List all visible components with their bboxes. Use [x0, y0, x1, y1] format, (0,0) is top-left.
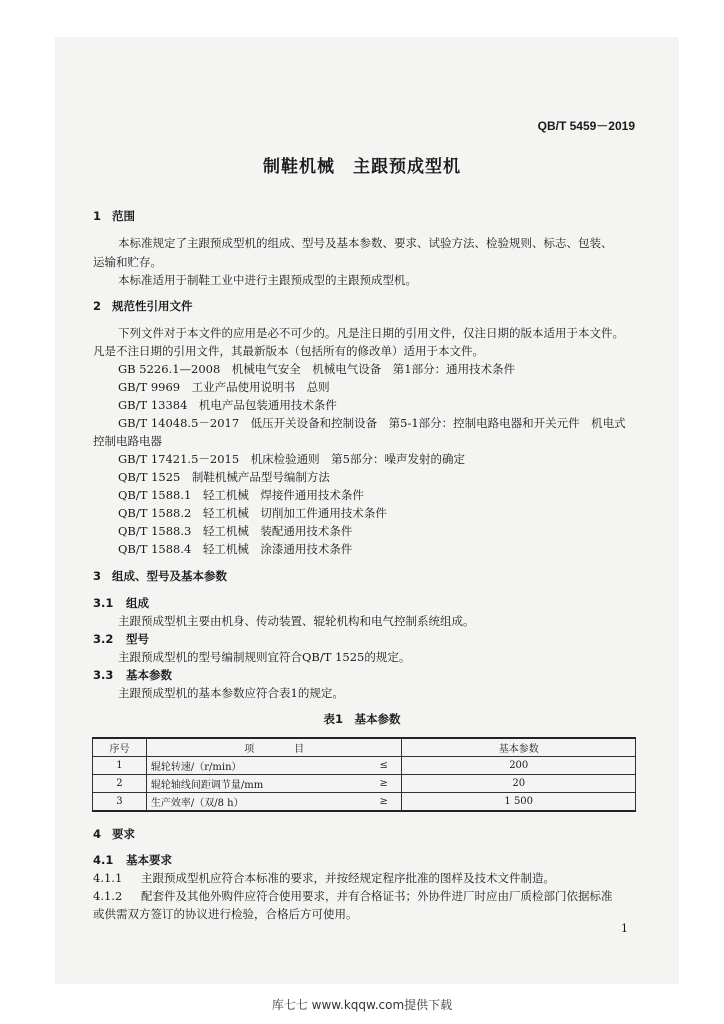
download-source-footer: 库七七 www.kqqw.com提供下载: [271, 998, 453, 1012]
section-1-paragraph-1b: 运输和贮存。: [93, 255, 162, 269]
reference-item: GB/T 13384 机电产品包装通用技术条件: [118, 398, 337, 412]
reference-item: QB/T 1588.3 轻工机械 装配通用技术条件: [118, 524, 353, 538]
section-3-number: 3: [93, 569, 102, 583]
clause-4-1-2-text-b: 或供需双方签订的协议进行检验，合格后方可使用。: [93, 907, 358, 921]
table-row: [93, 793, 636, 812]
table-row: [93, 757, 636, 775]
row-item: 辊轮转速/（r/min）: [146, 757, 366, 775]
document-title: 制鞋机械 主跟预成型机: [263, 157, 461, 177]
section-4-number: 4: [93, 827, 102, 841]
table-row: [93, 775, 636, 793]
section-4-1-number: 4.1: [93, 853, 114, 867]
basic-parameters-table: [92, 737, 636, 812]
section-3-3-number: 3.3: [93, 668, 114, 682]
table-caption: 表1 基本参数: [323, 712, 401, 726]
row-item: 辊轮轴线间距调节量/mm: [146, 775, 366, 793]
section-3-1-text: 主跟预成型机主要由机身、传动装置、辊轮机构和电气控制系统组成。: [118, 614, 475, 628]
clause-4-1-1-text: 主跟预成型机应符合本标准的要求，并按经规定程序批准的图样及技术文件制造。: [141, 871, 555, 885]
section-3-1-number: 3.1: [93, 596, 114, 610]
section-1-number: 1: [93, 209, 102, 223]
row-value: 20: [402, 775, 636, 793]
section-2-paragraph-a: 下列文件对于本文件的应用是必不可少的。凡是注日期的引用文件，仅注日期的版本适用于本文件。: [118, 326, 624, 340]
section-2-paragraph-b: 凡是不注日期的引用文件，其最新版本（包括所有的修改单）适用于本文件。: [93, 344, 484, 358]
row-no: 2: [93, 775, 147, 793]
reference-item: GB/T 17421.5－2015 机床检验通则 第5部分：噪声发射的确定: [118, 452, 465, 466]
row-operator: ≥: [366, 775, 402, 793]
section-3-3-text: 主跟预成型机的基本参数应符合表1的规定。: [118, 686, 344, 700]
section-3-1-heading: 组成: [126, 596, 149, 610]
section-1-paragraph-2: 本标准适用于制鞋工业中进行主跟预成型的主跟预成型机。: [118, 273, 417, 287]
page-number: 1: [621, 922, 628, 935]
reference-item-continued: 控制电路电器: [93, 434, 162, 448]
reference-item: GB/T 9969 工业产品使用说明书 总则: [118, 380, 330, 394]
reference-item: GB/T 14048.5－2017 低压开关设备和控制设备 第5-1部分：控制电路电器和开关元件 机电式: [118, 416, 626, 430]
row-operator: ≤: [366, 757, 402, 775]
section-1-heading: 范围: [112, 209, 135, 223]
section-3-2-text: 主跟预成型机的型号编制规则宜符合QB/T 1525的规定。: [118, 650, 411, 664]
section-3-heading: 组成、型号及基本参数: [112, 569, 227, 583]
section-2-heading: 规范性引用文件: [112, 299, 193, 313]
clause-4-1-1-number: 4.1.1: [93, 871, 123, 885]
section-3-3-heading: 基本参数: [126, 668, 172, 682]
reference-item: QB/T 1588.1 轻工机械 焊接件通用技术条件: [118, 488, 364, 502]
header-item: 项 目: [146, 738, 402, 757]
section-4-1-heading: 基本要求: [126, 853, 172, 867]
section-2-number: 2: [93, 299, 102, 313]
section-3-2-heading: 型号: [126, 632, 149, 646]
row-operator: ≥: [366, 793, 402, 812]
section-3-2-number: 3.2: [93, 632, 114, 646]
row-item: 生产效率/（双/8 h）: [146, 793, 366, 812]
clause-4-1-2-text-a: 配套件及其他外购件应符合使用要求，并有合格证书；外协件进厂时应由厂质检部门依据标准: [141, 889, 613, 903]
section-4-heading: 要求: [112, 827, 135, 841]
reference-item: GB 5226.1—2008 机械电气安全 机械电气设备 第1部分：通用技术条件: [118, 362, 516, 376]
section-1-paragraph-1a: 本标准规定了主跟预成型机的组成、型号及基本参数、要求、试验方法、检验规则、标志、包装、: [118, 236, 613, 250]
row-value: 200: [402, 757, 636, 775]
row-value: 1 500: [402, 793, 636, 812]
reference-item: QB/T 1588.4 轻工机械 涂漆通用技术条件: [118, 542, 353, 556]
reference-item: QB/T 1588.2 轻工机械 切削加工件通用技术条件: [118, 506, 387, 520]
header-no: 序号: [93, 738, 147, 757]
table-header-row: [93, 738, 636, 757]
standard-number: QB/T 5459－2019: [537, 119, 635, 133]
row-no: 3: [93, 793, 147, 812]
row-no: 1: [93, 757, 147, 775]
clause-4-1-2-number: 4.1.2: [93, 889, 123, 903]
reference-item: QB/T 1525 制鞋机械产品型号编制方法: [118, 470, 330, 484]
header-value: 基本参数: [402, 738, 636, 757]
